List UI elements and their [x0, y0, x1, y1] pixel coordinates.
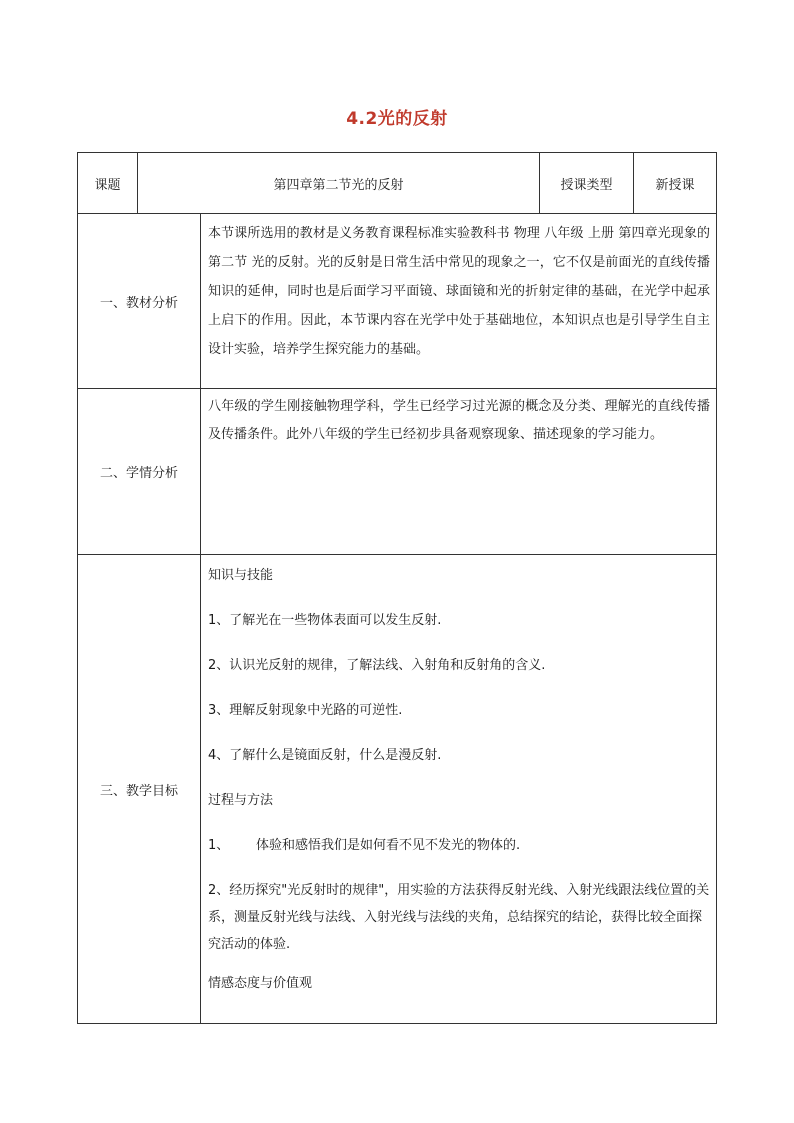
- lesson-plan-table: [77, 152, 717, 1024]
- topic-value: 第四章第二节光的反射: [138, 153, 540, 214]
- topic-label: 课题: [78, 153, 138, 214]
- textbook-analysis-row: [78, 214, 717, 389]
- student-analysis-text: 八年级的学生刚接触物理学科，学生已经学习过光源的概念及分类、理解光的直线传播及传播条件。此外八年级的学生已经初步具备观察现象、描述现象的学习能力。: [201, 389, 717, 555]
- textbook-analysis-label: 一、教材分析: [78, 214, 201, 389]
- teaching-goals-row: [78, 555, 717, 1024]
- knowledge-heading: 知识与技能: [208, 568, 274, 583]
- document-title: 4.2光的反射: [346, 109, 448, 129]
- process-heading: 过程与方法: [208, 793, 274, 808]
- teaching-goals-label: 三、教学目标: [78, 555, 201, 1024]
- student-analysis-label: 二、学情分析: [78, 389, 201, 555]
- student-analysis-row: [78, 389, 717, 555]
- knowledge-item: 4、了解什么是镜面反射，什么是漫反射.: [208, 748, 442, 763]
- textbook-analysis-text: 本节课所选用的教材是义务教育课程标准实验教科书 物理 八年级 上册 第四章光现象的第二节 光的反射。光的反射是日常生活中常见的现象之一，它不仅是前面光的直线传播知识的延伸，同时也是后面学习平面镜、球面镜和光的折射定律的基础，在光学中起承上启下的作用。因此，本节课内容在光学中处于基础地位，本知识点也是引导学生自主设计实验，培养学生探究能力的基础。: [201, 214, 717, 389]
- process-item-number: 1、: [208, 838, 230, 853]
- lesson-type-value: 新授课: [634, 153, 717, 214]
- process-item-text: 体验和感悟我们是如何看不见不发光的物体的.: [256, 838, 521, 853]
- knowledge-item: 2、认识光反射的规律，了解法线、入射角和反射角的含义.: [208, 658, 546, 673]
- knowledge-item: 3、理解反射现象中光路的可逆性.: [208, 703, 403, 718]
- emotion-heading: 情感态度与价值观: [208, 976, 313, 991]
- knowledge-item: 1、了解光在一些物体表面可以发生反射.: [208, 613, 442, 628]
- header-row: [78, 153, 717, 214]
- lesson-type-label: 授课类型: [540, 153, 634, 214]
- teaching-goals-content: [201, 555, 717, 1024]
- process-item: [208, 832, 710, 859]
- process-item: 2、经历探究"光反射时的规律"，用实验的方法获得反射光线、入射光线跟法线位置的关系，测量反射光线与法线、入射光线与法线的夹角，总结探究的结论，获得比较全面探究活动的体验.: [208, 883, 710, 952]
